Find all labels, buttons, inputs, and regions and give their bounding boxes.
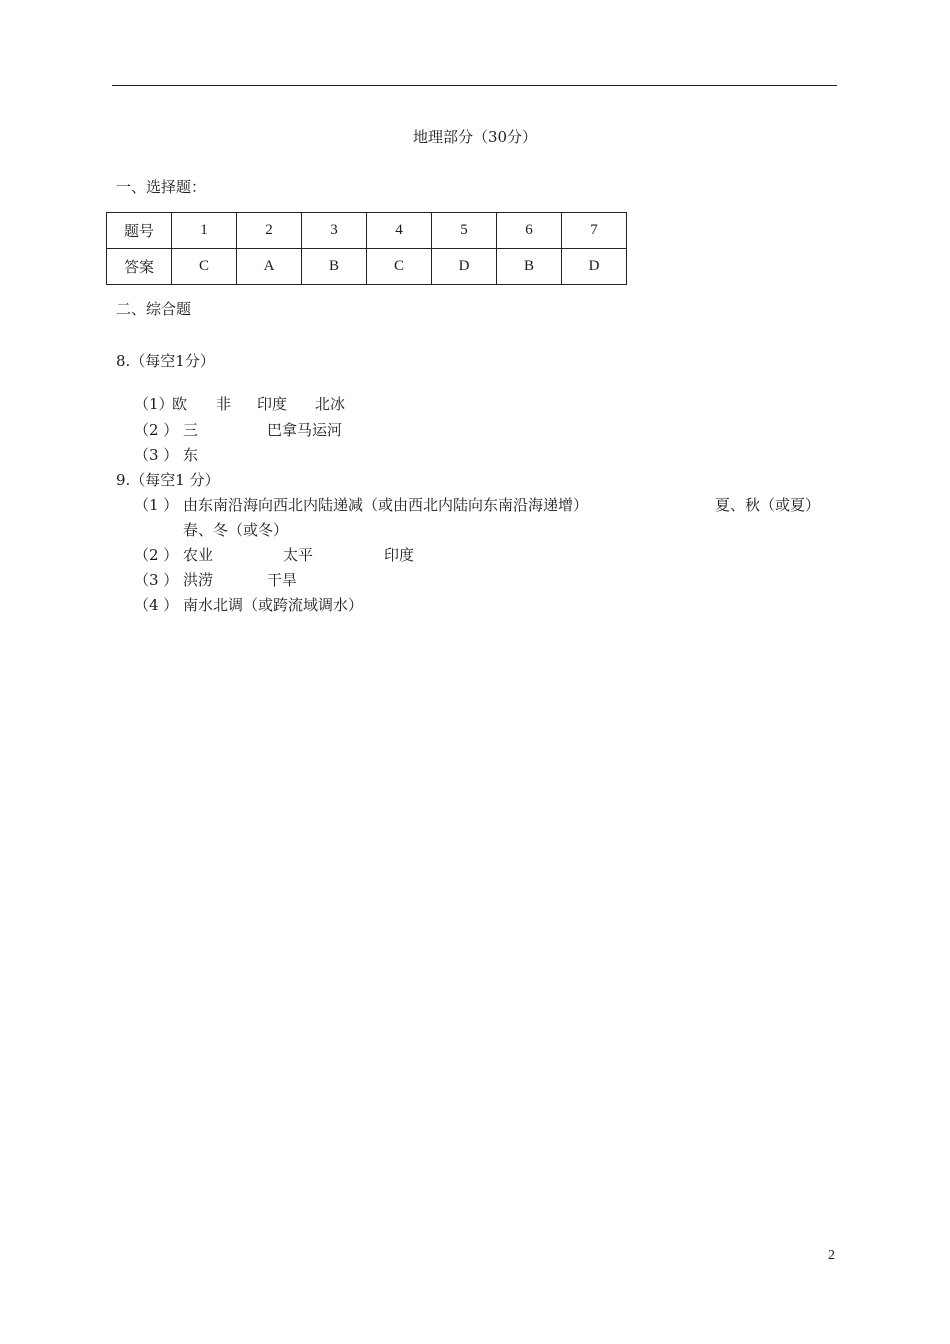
table-cell: B <box>497 249 562 285</box>
q8-3-answer-a: 东 <box>183 446 199 464</box>
table-cell: 6 <box>497 213 562 249</box>
header-rule <box>112 85 837 86</box>
section-choice-heading: 一、选择题： <box>116 178 207 196</box>
table-cell: C <box>172 249 237 285</box>
q8-1-answer-d: 北冰 <box>315 395 346 413</box>
table-cell: B <box>302 249 367 285</box>
table-cell: C <box>367 249 432 285</box>
table-cell: 7 <box>562 213 627 249</box>
table-cell: A <box>237 249 302 285</box>
q9-2-answer-a: 农业 <box>183 546 214 564</box>
q9-1-answer-a: 由东南沿海向西北内陆递减（或由西北内陆向东南沿海递增） <box>183 496 589 514</box>
q8-2-label: （2 ） <box>134 421 179 439</box>
q8-1-answer-c: 印度 <box>257 395 288 413</box>
q9-4-answer-a: 南水北调（或跨流域调水） <box>183 596 364 614</box>
q8-1-answer-b: 非 <box>216 395 232 413</box>
q8-3-label: （3 ） <box>134 446 179 464</box>
answer-table <box>106 212 627 285</box>
q9-1-answer-c: 春、冬（或冬） <box>183 521 289 539</box>
table-row <box>107 213 627 249</box>
q9-2-answer-c: 印度 <box>384 546 415 564</box>
section-comprehensive-heading: 二、综合题 <box>116 300 192 318</box>
q9-3-answer-a: 洪涝 <box>183 571 214 589</box>
table-cell: 答案 <box>107 249 172 285</box>
page-title: 地理部分（30分） <box>412 128 538 146</box>
q9-1-answer-b: 夏、秋（或夏） <box>715 496 821 514</box>
q8-1-answer-a: 欧 <box>172 395 188 413</box>
q8-2-answer-b: 巴拿马运河 <box>267 421 343 439</box>
q9-heading: 9.（每空1 分） <box>116 471 220 489</box>
q9-3-answer-b: 干旱 <box>267 571 298 589</box>
q8-2-answer-a: 三 <box>183 421 199 439</box>
table-cell: 3 <box>302 213 367 249</box>
q9-2-answer-b: 太平 <box>283 546 314 564</box>
table-cell: D <box>432 249 497 285</box>
q9-2-label: （2 ） <box>134 546 179 564</box>
table-cell: 1 <box>172 213 237 249</box>
q9-3-label: （3 ） <box>134 571 179 589</box>
table-cell: 2 <box>237 213 302 249</box>
table-row <box>107 249 627 285</box>
q8-1-label: （1） <box>134 395 174 413</box>
page-number: 2 <box>828 1248 835 1263</box>
table-cell: 4 <box>367 213 432 249</box>
q9-1-label: （1 ） <box>134 496 179 514</box>
table-cell: 题号 <box>107 213 172 249</box>
q8-heading: 8.（每空1分） <box>116 352 215 370</box>
q9-4-label: （4 ） <box>134 596 179 614</box>
table-cell: 5 <box>432 213 497 249</box>
table-cell: D <box>562 249 627 285</box>
